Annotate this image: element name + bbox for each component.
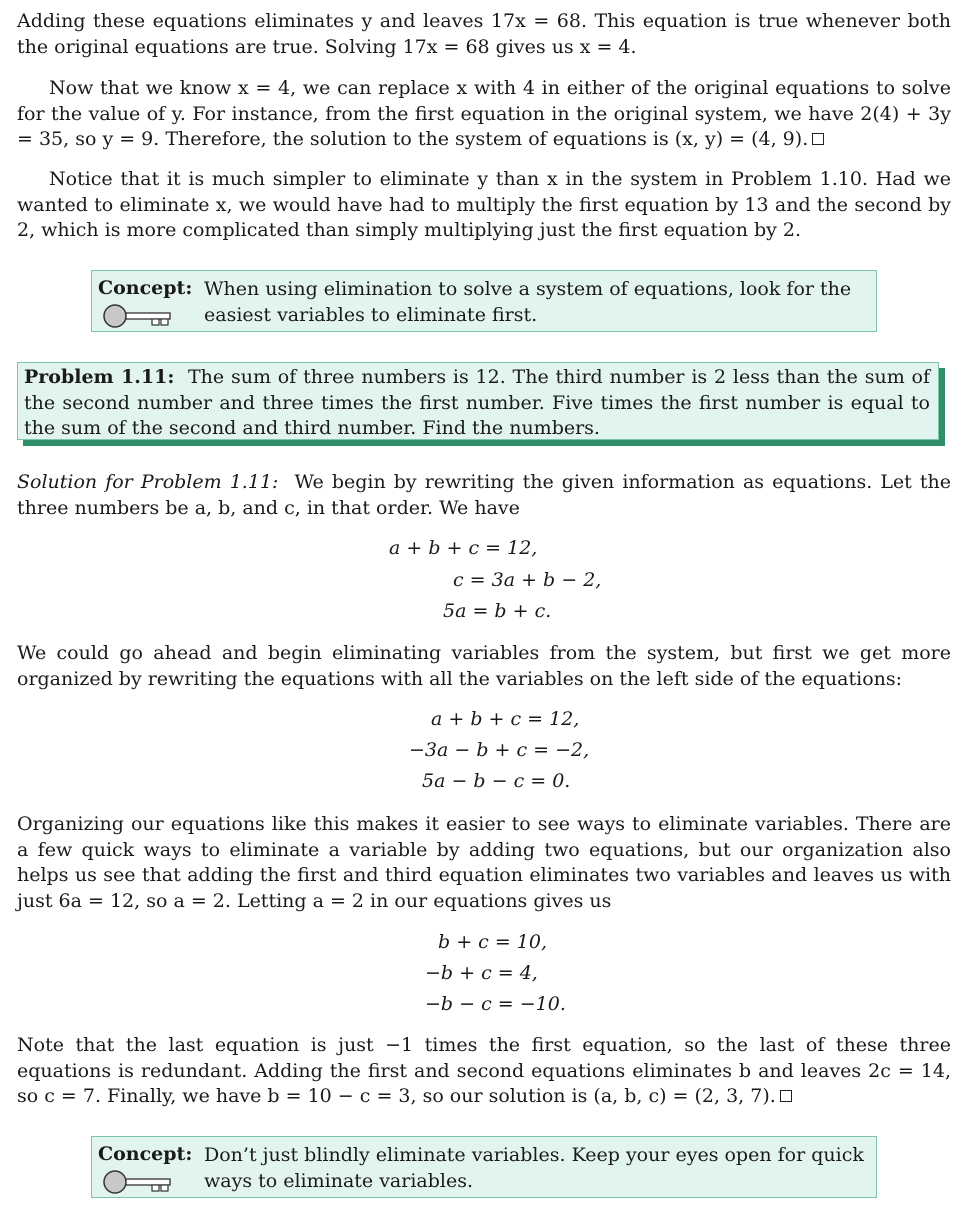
concept-text: Don’t just blindly eliminate variables. Keep your eyes open for quick ways to eliminate variables. — [204, 1144, 864, 1192]
equation: 5a = b + c. — [443, 600, 552, 622]
concept-box-2 — [91, 1136, 877, 1198]
qed-icon — [780, 1090, 792, 1102]
equation: −b + c = 4, — [425, 962, 538, 984]
problem-label: Problem 1.11: — [24, 366, 175, 388]
equation: c = 3a + b − 2, — [453, 569, 602, 591]
concept-label: Concept: — [98, 277, 193, 299]
equation: 5a − b − c = 0. — [422, 770, 571, 792]
equation: a + b + c = 12, — [389, 537, 538, 559]
concept-label: Concept: — [98, 1143, 193, 1165]
paragraph-6: Organizing our equations like this makes it easier to see ways to eliminate variables. There are a few quick ways to eliminate a variable by adding two equations, but our organization also helps us see that adding the first and third equation eliminates two variables and leaves us with just 6a = 12, so a = 2. Letting a = 2 in our equations gives us — [17, 813, 951, 912]
problem-text: The sum of three numbers is 12. The third number is 2 less than the sum of the second number and three times the first number. Five times the first number is equal to the sum of the second and third number. Find the numbers. — [24, 366, 930, 439]
problem-statement — [24, 365, 930, 442]
paragraph-7-text: Note that the last equation is just −1 times the first equation, so the last of these three equations is redundant. Adding the first and second equations eliminates b and leaves 2c = 14, so c = 7. Finally, we have b = 10 − c = 3, so our solution is (a, b, c) = (2, 3, 7). — [17, 1034, 951, 1107]
solution-text: We begin by rewriting the given information as equations. Let the three numbers be a, b, and c, in that order. We have — [17, 471, 951, 519]
equation: −3a − b + c = −2, — [409, 739, 590, 761]
problem-box — [17, 362, 939, 440]
paragraph-7 — [17, 1033, 951, 1110]
concept-box-1 — [91, 270, 877, 332]
equation: b + c = 10, — [438, 931, 548, 953]
solution-label: Solution for Problem 1.11: — [17, 471, 279, 493]
paragraph-1: Adding these equations eliminates y and leaves 17x = 68. This equation is true whenever both the original equations are true. Solving 17x = 68 gives us x = 4. — [17, 10, 951, 58]
key-icon — [102, 1170, 174, 1194]
qed-icon — [812, 133, 824, 145]
paragraph-3: Notice that it is much simpler to eliminate y than x in the system in Problem 1.10. Had we wanted to eliminate x, we would have had to multiply the first equation by 13 and the second by 2, which is more complicated than simply multiplying just the first equation by 2. — [17, 168, 951, 241]
paragraph-2-text: Now that we know x = 4, we can replace x with 4 in either of the original equations to solve for the value of y. For instance, from the first equation in the original system, we have 2(4) + 3y = 35, so y = 9. Therefore, the solution to the system of equations is (x, y) = (4, 9). — [17, 77, 951, 150]
concept-text: When using elimination to solve a system of equations, look for the easiest variables to eliminate first. — [204, 278, 852, 326]
equation: a + b + c = 12, — [431, 708, 580, 730]
paragraph-5: We could go ahead and begin eliminating variables from the system, but first we get more organized by rewriting the equations with all the variables on the left side of the equations: — [17, 642, 951, 690]
paragraph-2 — [17, 76, 951, 153]
solution-intro — [17, 470, 951, 521]
key-icon — [102, 304, 174, 328]
equation: −b − c = −10. — [425, 993, 566, 1015]
